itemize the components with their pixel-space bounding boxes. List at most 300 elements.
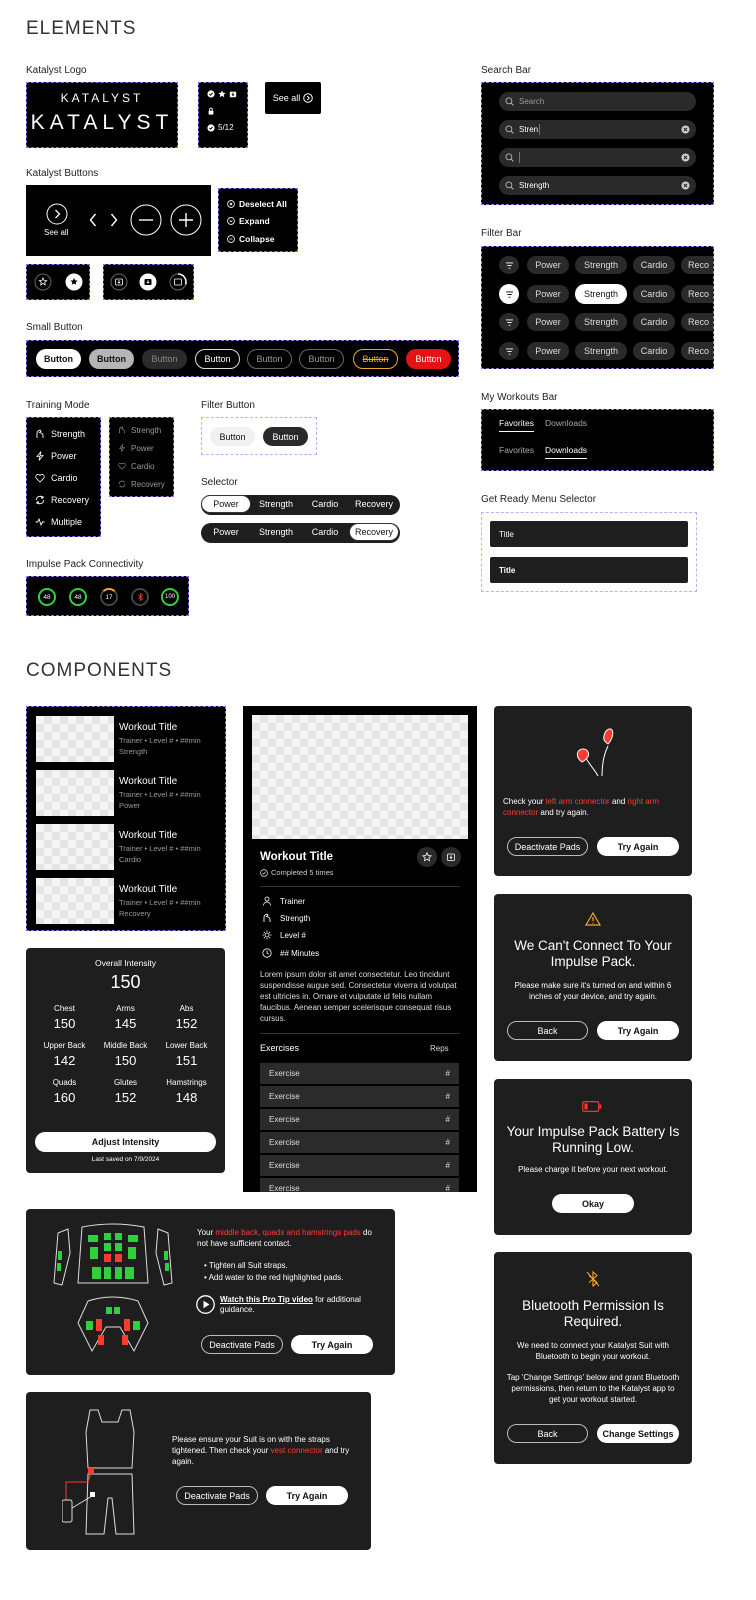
muscle-value: 150 (114, 1053, 137, 1068)
workout-type: Recovery (119, 909, 151, 918)
pro-tip-rest: for additional guidance. (220, 1295, 361, 1314)
exercise-reps: # (445, 1092, 450, 1101)
connection-error-body: Please make sure it's turned on and within 6 inches of your device, and try again. (514, 981, 672, 1001)
search-icon (505, 153, 514, 162)
mode-label: Power (131, 443, 154, 453)
arm-connector-card (494, 706, 692, 876)
star-filled-icon[interactable] (65, 273, 83, 291)
star-icon[interactable] (218, 90, 226, 98)
detail-title: Workout Title (260, 851, 334, 863)
small-button-label: Small Button (26, 322, 83, 333)
training-mode-label: Training Mode (26, 400, 90, 411)
x-circle-icon (227, 200, 235, 208)
muscle-value: 148 (175, 1090, 198, 1105)
training-mode-disabled-list (109, 417, 174, 497)
completed-row (260, 868, 334, 877)
exercise-reps: # (445, 1184, 450, 1192)
muscle-name: Chest (54, 1004, 75, 1013)
filter-pill[interactable]: Cardio (633, 285, 675, 303)
exercise-name: Exercise (269, 1069, 300, 1078)
workout-card[interactable] (36, 716, 216, 762)
completion-count: 5/12 (218, 123, 234, 132)
muscle-name: Middle Back (103, 1041, 148, 1050)
see-all-circle-label: See all (44, 228, 69, 237)
workout-type: Power (119, 801, 141, 810)
muscle-name: Arms (116, 1004, 135, 1013)
mode-power[interactable] (35, 445, 92, 467)
intensity-grid (34, 1004, 217, 1105)
filter-toggle-button[interactable] (499, 256, 519, 274)
get-ready-option[interactable]: Title (490, 521, 688, 547)
exercise-name: Exercise (269, 1161, 300, 1170)
deselect-all-button[interactable] (227, 195, 289, 212)
small-button-outline[interactable]: Button (195, 349, 240, 369)
workout-title: Workout Title (119, 722, 178, 733)
pad-contact-card (26, 1209, 395, 1375)
mode-multiple[interactable] (35, 511, 92, 533)
selector-option[interactable]: Power (201, 495, 251, 513)
workout-card[interactable] (36, 770, 216, 816)
warning-icon (585, 912, 601, 931)
filter-button-off[interactable]: Button (210, 427, 255, 446)
vest-connector-illustration (62, 1408, 152, 1543)
filter-pill[interactable]: Reco (681, 342, 714, 360)
see-all-label: See all (272, 93, 301, 103)
mode-label: Cardio (51, 473, 78, 483)
filter-pill[interactable]: Power (527, 342, 569, 360)
collapse-label: Collapse (239, 234, 275, 244)
divider (260, 1033, 460, 1034)
star-outline-icon[interactable] (34, 273, 52, 291)
muscle-name: Upper Back (43, 1041, 86, 1050)
lightning-icon (118, 444, 126, 452)
filter-pill[interactable]: Reco (681, 256, 714, 274)
exercise-name: Exercise (269, 1092, 300, 1101)
exercise-reps: # (445, 1138, 450, 1147)
divider (260, 886, 460, 887)
impulse-indicator-low: 17 (100, 588, 118, 606)
vest-connector-message (172, 1434, 357, 1467)
exercise-name: Exercise (269, 1115, 300, 1124)
buttons-label: Katalyst Buttons (26, 168, 99, 179)
filter-pill[interactable]: Power (527, 285, 569, 303)
level-sun-icon (262, 930, 272, 940)
minus-circle-icon (227, 235, 235, 243)
arm-msg-mid: and (609, 797, 628, 806)
strength-icon (35, 429, 45, 439)
pad-areas-text: middle back, quads and hamstrings pads (215, 1228, 361, 1237)
search-input-typing[interactable] (499, 120, 696, 139)
search-input-filled[interactable] (499, 176, 696, 195)
info-row (262, 913, 310, 923)
connection-error-card (494, 894, 692, 1061)
bluetooth-body-1: We need to connect your Katalyst Suit with Bluetooth to begin your workout. (517, 1341, 669, 1361)
mode-strength-disabled[interactable] (118, 421, 165, 439)
small-button-struck[interactable]: Button (353, 349, 398, 369)
check-circle-icon (207, 124, 215, 132)
muscle-cell[interactable] (34, 1041, 95, 1068)
lock-icon (207, 107, 239, 115)
download-filled-icon[interactable] (139, 273, 157, 291)
filter-lines-icon (505, 319, 514, 326)
impulse-indicator: 48 (69, 588, 87, 606)
muscle-cell[interactable] (156, 1041, 217, 1068)
mode-power-disabled[interactable] (118, 439, 165, 457)
pad-tip: • Tighten all Suit straps. (204, 1261, 288, 1270)
status-row-1 (207, 90, 239, 98)
mode-label: Power (51, 451, 77, 461)
selector-option[interactable]: Recovery (349, 523, 399, 541)
components-heading: COMPONENTS (26, 660, 173, 681)
search-bar-box (481, 82, 714, 205)
battery-low-body: Please charge it before your next workout. (518, 1165, 668, 1174)
muscle-name: Glutes (113, 1078, 138, 1087)
filter-lines-icon (505, 348, 514, 355)
collapse-button[interactable] (227, 230, 289, 248)
pulse-icon (35, 517, 45, 527)
see-all-circle-button[interactable] (46, 203, 68, 230)
filter-pill[interactable]: Cardio (633, 313, 675, 331)
heart-icon (35, 473, 45, 483)
selector-label: Selector (201, 477, 238, 488)
pad-tips-list (204, 1260, 343, 1284)
exercise-row[interactable] (260, 1086, 459, 1107)
muscle-cell[interactable] (156, 1004, 217, 1031)
small-button-pressed[interactable]: Button (89, 349, 134, 369)
workout-type: Cardio (119, 855, 142, 864)
impulse-indicator: 48 (38, 588, 56, 606)
exercise-reps: # (445, 1069, 450, 1078)
back-button[interactable]: Back (507, 1424, 588, 1443)
search-bar-label: Search Bar (481, 65, 532, 76)
workout-thumbnail (36, 824, 114, 870)
vest-connector-card (26, 1392, 371, 1550)
training-mode-list (26, 417, 101, 537)
intensity-overall: 150 (110, 972, 141, 992)
selector-option[interactable]: Cardio (311, 527, 339, 537)
expand-button[interactable] (227, 212, 289, 230)
vest-msg-pre: Please ensure your Suit is on with the straps tightened. Then check your (172, 1435, 330, 1455)
impulse-indicator: 100 (161, 588, 179, 606)
filter-bar-box (481, 246, 714, 369)
muscle-name: Abs (179, 1004, 194, 1013)
chevron-right-circle-icon (303, 93, 313, 103)
okay-button[interactable]: Okay (552, 1194, 634, 1213)
selector-option[interactable]: Cardio (311, 499, 339, 509)
search-input-placeholder[interactable] (499, 92, 696, 111)
recovery-icon (118, 480, 126, 488)
small-button-primary[interactable]: Button (36, 349, 81, 369)
clock-icon (262, 948, 272, 958)
pad-msg-post: do not have sufficient contact. (197, 1228, 372, 1248)
chevron-down-circle-icon (227, 217, 235, 225)
change-settings-button[interactable]: Change Settings (597, 1424, 679, 1443)
muscle-value: 150 (53, 1016, 76, 1031)
deactivate-pads-button[interactable]: Deactivate Pads (201, 1335, 283, 1354)
filter-button-on[interactable]: Button (263, 427, 308, 446)
chevron-right-icon[interactable] (110, 213, 118, 227)
pad-contact-message (197, 1227, 385, 1249)
filter-button-box (201, 417, 317, 455)
mode-recovery-disabled[interactable] (118, 475, 165, 493)
try-again-button[interactable]: Try Again (291, 1335, 373, 1354)
pro-tip-text (220, 1295, 390, 1315)
favorite-button[interactable] (417, 847, 437, 867)
workout-thumbnail (36, 878, 114, 924)
workout-type: Strength (119, 747, 148, 756)
clear-icon[interactable] (681, 125, 690, 134)
see-all-button[interactable] (265, 82, 321, 114)
pad-tip: • Add water to the red highlighted pads. (204, 1273, 344, 1282)
expand-label: Expand (239, 216, 270, 226)
exercise-row[interactable] (260, 1178, 459, 1192)
filter-pill[interactable]: Cardio (633, 342, 675, 360)
filter-pill[interactable]: Power (527, 256, 569, 274)
logo-label: Katalyst Logo (26, 65, 87, 76)
workout-meta: Trainer • Level # • ##min (119, 736, 201, 745)
exercise-row[interactable] (260, 1109, 459, 1130)
filter-toggle-button-active[interactable] (499, 284, 519, 304)
exercises-heading: Exercises (260, 1043, 300, 1053)
completed-text: Completed 5 times (271, 868, 334, 877)
muscle-cell[interactable] (156, 1078, 217, 1105)
bluetooth-off-icon (137, 593, 144, 601)
tab-downloads-active[interactable]: Downloads (545, 445, 587, 459)
tab-favorites[interactable]: Favorites (499, 445, 534, 455)
filter-pill[interactable]: Strength (575, 256, 627, 274)
selector-option[interactable]: Recovery (354, 499, 393, 509)
vest-msg-post: and try again. (172, 1446, 350, 1466)
text-cursor (519, 152, 520, 163)
workout-list (26, 706, 226, 931)
exercise-reps: # (445, 1161, 450, 1170)
filter-pill-selected[interactable]: Strength (575, 284, 627, 304)
back-button[interactable]: Back (507, 1021, 588, 1040)
small-button-row (26, 340, 459, 377)
search-filled-value: Strength (519, 181, 550, 190)
mode-label: Strength (131, 425, 162, 435)
selector-option[interactable]: Power (213, 527, 239, 537)
elements-heading: ELEMENTS (26, 18, 137, 39)
workout-meta: Trainer • Level # • ##min (119, 898, 201, 907)
deselect-all-label: Deselect All (239, 198, 287, 209)
vest-connector-text: vest connector (270, 1446, 323, 1455)
search-typing-value: Stren (519, 125, 539, 134)
workout-hero-image (252, 715, 468, 839)
favorite-toggle-box (26, 264, 90, 300)
mode-recovery[interactable] (35, 489, 92, 511)
workout-title: Workout Title (119, 776, 178, 787)
filter-pill[interactable]: Power (527, 313, 569, 331)
exercise-row[interactable] (260, 1132, 459, 1153)
impulse-indicator-disconnected (131, 588, 149, 606)
mode-strength[interactable] (35, 423, 92, 445)
download-icon (446, 852, 456, 862)
search-input-empty-focus[interactable] (499, 148, 696, 167)
arm-msg-pre: Check your (503, 797, 546, 806)
muscle-cell[interactable] (95, 1041, 156, 1068)
exercise-row[interactable] (260, 1063, 459, 1084)
filter-pill[interactable]: Strength (575, 313, 627, 331)
selector-option[interactable]: Strength (258, 527, 294, 537)
small-button-danger[interactable]: Button (406, 349, 451, 369)
arm-msg-post: and try again. (538, 808, 589, 817)
check-circle-icon (260, 869, 268, 877)
filter-lines-icon (505, 291, 514, 298)
muscle-cell[interactable] (34, 1078, 95, 1105)
filter-lines-icon (505, 262, 514, 269)
status-icons-box (198, 82, 248, 148)
connection-error-title: We Can't Connect To Your Impulse Pack. (514, 938, 672, 969)
mode-cardio[interactable] (35, 467, 92, 489)
minus-circle-button[interactable] (130, 204, 162, 236)
filter-pill[interactable]: Cardio (633, 256, 675, 274)
lightning-icon (35, 451, 45, 461)
muscle-cell[interactable] (34, 1004, 95, 1031)
exercise-reps: # (445, 1115, 450, 1124)
try-again-button[interactable]: Try Again (597, 837, 679, 856)
play-video-icon[interactable] (196, 1295, 215, 1319)
mode-label: Strength (51, 429, 86, 439)
info-duration: ## Minutes (280, 948, 320, 958)
workout-meta: Trainer • Level # • ##min (119, 844, 201, 853)
battery-low-card (494, 1079, 692, 1235)
download-toggle-box (103, 264, 194, 300)
adjust-intensity-button[interactable]: Adjust Intensity (35, 1132, 216, 1152)
bluetooth-title: Bluetooth Permission Is Required. (522, 1298, 664, 1329)
tab-downloads[interactable]: Downloads (545, 418, 588, 428)
small-button-outline-disabled[interactable]: Button (299, 349, 344, 369)
muscle-value: 160 (53, 1090, 76, 1105)
clear-icon[interactable] (681, 153, 690, 162)
impulse-label: Impulse Pack Connectivity (26, 559, 144, 570)
workout-meta: Trainer • Level # • ##min (119, 790, 201, 799)
selector-recovery-active (201, 523, 400, 543)
info-mode: Strength (280, 913, 311, 923)
muscle-name: Lower Back (165, 1041, 208, 1050)
mode-label: Cardio (131, 461, 155, 471)
muscle-value: 152 (114, 1090, 137, 1105)
logo-large: KATALYST (30, 111, 174, 134)
workout-title: Workout Title (119, 884, 178, 895)
workout-thumbnail (36, 770, 114, 816)
check-circle-icon (207, 90, 215, 98)
left-arm-connector-text: left arm connector (545, 797, 610, 806)
reps-heading: Reps (430, 1044, 449, 1053)
recovery-icon (35, 495, 45, 505)
deactivate-pads-button[interactable]: Deactivate Pads (176, 1486, 258, 1505)
workout-detail-panel (243, 706, 477, 1192)
search-icon (505, 97, 514, 106)
text-cursor (539, 124, 540, 135)
muscle-cell[interactable] (95, 1004, 156, 1031)
search-placeholder: Search (519, 97, 545, 106)
battery-low-title: Your Impulse Pack Battery Is Running Low. (506, 1124, 680, 1155)
strength-icon (262, 913, 272, 923)
filter-toggle-button[interactable] (499, 313, 519, 331)
expand-actions-box (218, 188, 298, 252)
strength-icon (118, 426, 126, 434)
tab-favorites-active[interactable]: Favorites (499, 418, 534, 432)
exercise-row[interactable] (260, 1155, 459, 1176)
muscle-name: Quads (52, 1078, 77, 1087)
muscle-value: 145 (114, 1016, 137, 1031)
try-again-button[interactable]: Try Again (266, 1486, 348, 1505)
chevron-left-icon[interactable] (89, 213, 97, 227)
get-ready-option-selected[interactable]: Title (490, 557, 688, 583)
workout-title: Workout Title (119, 830, 178, 841)
mode-label: Multiple (51, 517, 83, 527)
filter-pill[interactable]: Strength (575, 342, 627, 360)
filter-pill[interactable]: Reco (681, 285, 714, 303)
filter-button-label: Filter Button (201, 400, 255, 411)
arm-connector-illustration (574, 726, 618, 787)
my-workouts-label: My Workouts Bar (481, 392, 558, 403)
search-icon (505, 181, 514, 190)
download-icon[interactable] (229, 90, 237, 98)
deactivate-pads-button[interactable]: Deactivate Pads (507, 837, 588, 856)
small-button-outline-dim[interactable]: Button (247, 349, 292, 369)
small-button-disabled[interactable]: Button (142, 349, 187, 369)
info-row (262, 896, 305, 906)
info-level: Level # (280, 930, 306, 940)
mode-label: Recovery (131, 479, 165, 489)
exercise-list (260, 1063, 459, 1192)
get-ready-box (481, 512, 697, 592)
nav-buttons-box (26, 185, 211, 256)
mode-cardio-disabled[interactable] (118, 457, 165, 475)
right-arm-connector-text: right arm connector (503, 797, 660, 817)
detail-description: Lorem ipsum dolor sit amet consectetur. Leo tincidunt suspendisse augue sed. Consectetur viverra id volutpat est ultricies in. Ornare et vulputate id felis nullam faucibus. Aenean semper scelerisque consequat risus cursus. (260, 970, 457, 1023)
info-row (262, 948, 319, 958)
workout-card[interactable] (36, 878, 216, 924)
get-ready-label: Get Ready Menu Selector (481, 494, 597, 505)
battery-low-icon (582, 1099, 602, 1117)
suit-pads-illustration (48, 1223, 178, 1368)
info-trainer: Trainer (280, 896, 306, 906)
logo-box (26, 82, 178, 148)
filter-toggle-button[interactable] (499, 342, 519, 360)
muscle-name: Hamstrings (166, 1078, 207, 1087)
person-icon (262, 896, 272, 906)
star-icon (422, 852, 432, 862)
plus-circle-button[interactable] (170, 204, 202, 236)
download-progress-icon[interactable] (169, 273, 187, 291)
clear-icon[interactable] (681, 181, 690, 190)
impulse-box (26, 576, 189, 616)
bluetooth-permission-card (494, 1252, 692, 1464)
download-button[interactable] (441, 847, 461, 867)
progress-row (207, 123, 239, 132)
heart-icon (118, 462, 126, 470)
muscle-cell[interactable] (95, 1078, 156, 1105)
muscle-value: 152 (175, 1016, 198, 1031)
muscle-value: 151 (175, 1053, 198, 1068)
workout-card[interactable] (36, 824, 216, 870)
bluetooth-off-icon (586, 1271, 600, 1292)
pad-msg-pre: Your (197, 1228, 216, 1237)
selector-power-active (201, 495, 400, 515)
filter-pill[interactable]: Reco (681, 313, 714, 331)
filter-bar-label: Filter Bar (481, 228, 522, 239)
pro-tip-video-link[interactable]: Watch this Pro Tip video (220, 1295, 313, 1304)
search-icon (505, 125, 514, 134)
try-again-button[interactable]: Try Again (597, 1021, 679, 1040)
selector-option[interactable]: Strength (258, 499, 294, 509)
intensity-card (26, 948, 225, 1173)
download-outline-icon[interactable] (110, 273, 128, 291)
arm-connector-message (503, 796, 685, 818)
